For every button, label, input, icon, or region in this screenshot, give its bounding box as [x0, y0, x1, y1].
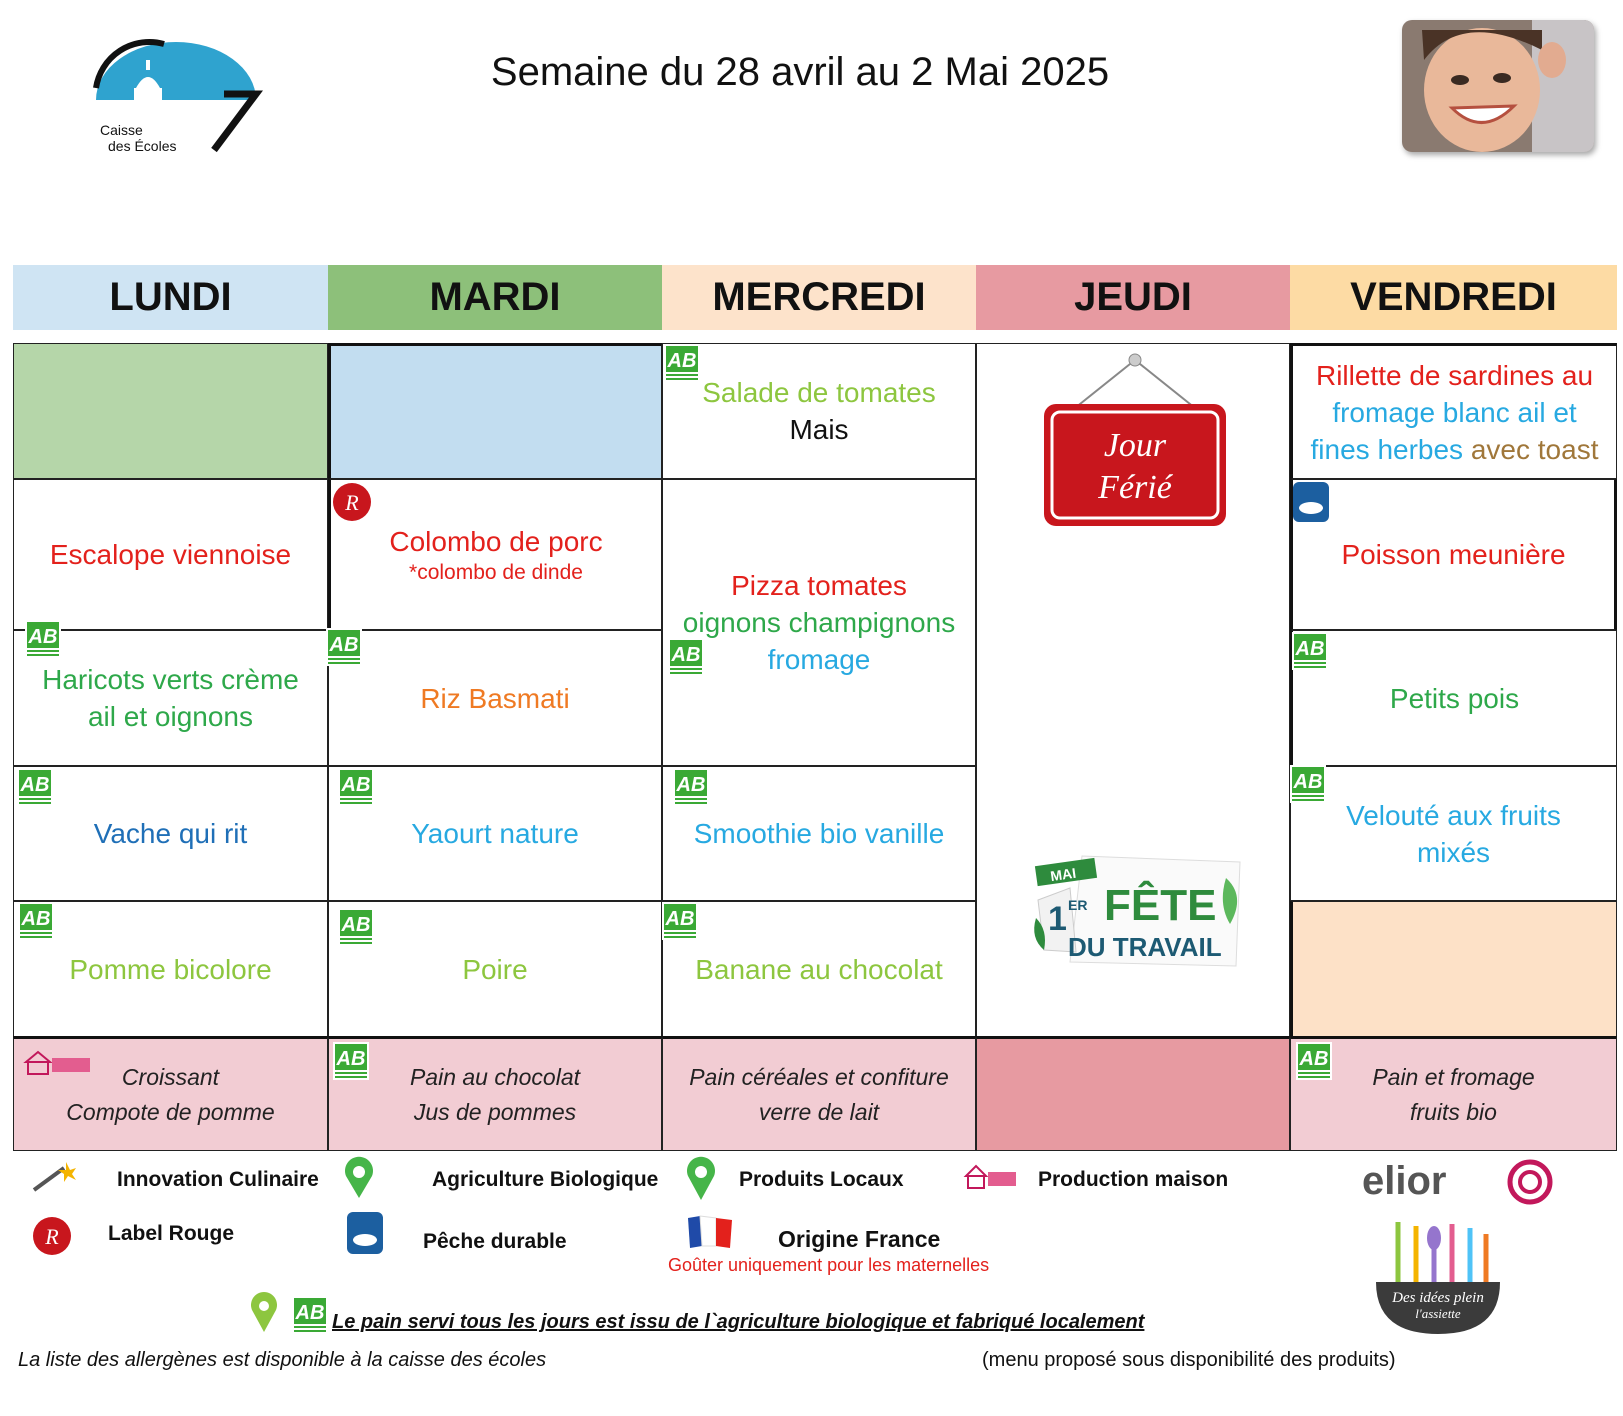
ab-organic-icon: [338, 908, 374, 946]
mardi-dessert-text: Poire: [462, 954, 528, 985]
mardi-main-alt-text: *colombo de dinde: [409, 561, 583, 584]
bread-note: Le pain servi tous les jours est issu de l`agriculture biologique et fabriqué localement: [332, 1311, 1145, 1333]
mercredi-snack-text-1: Pain céréales et confiture: [689, 1063, 949, 1090]
mardi-snack-text-2: Jus de pommes: [413, 1098, 577, 1125]
mercredi-starter-text-2: Mais: [789, 414, 849, 445]
mercredi-snack-text-2: verre de lait: [758, 1098, 880, 1125]
ab-organic-icon: [326, 628, 362, 666]
vendredi-starter: [1290, 343, 1617, 479]
vendredi-starter-text-3a: fines herbes: [1310, 433, 1464, 465]
page-title: Semaine du 28 avril au 2 Mai 2025: [490, 50, 1110, 94]
vendredi-starter-text-2: fromage blanc ail et: [1332, 396, 1577, 428]
magic-wand-icon: [30, 1160, 78, 1194]
ab-organic-icon: [1290, 765, 1326, 803]
production-maison-icon: [962, 1162, 1018, 1192]
gouter-note: Goûter uniquement pour les maternelles: [668, 1255, 990, 1275]
vendredi-starter-text-1: Rillette de sardines au: [1315, 359, 1594, 391]
lundi-starter-empty: [13, 343, 328, 479]
lundi-dessert-text: Pomme bicolore: [69, 954, 272, 985]
ab-organic-icon: [662, 902, 698, 940]
mardi-side-text: Riz Basmati: [420, 682, 570, 714]
production-maison-icon: [22, 1048, 92, 1078]
green-location-pin-icon: [244, 1290, 284, 1334]
mardi-dairy-text: Yaourt nature: [411, 818, 579, 849]
france-flag-icon: [684, 1212, 736, 1252]
lundi-side-text-2: ail et oignons: [87, 701, 253, 732]
mercredi-dairy: [662, 766, 976, 901]
day-header-mardi: MARDI: [328, 265, 662, 330]
label-rouge-icon: [28, 1214, 78, 1258]
legend-peche: Pêche durable: [423, 1230, 567, 1253]
lundi-dessert: [13, 901, 328, 1038]
svg-text:R: R: [45, 1224, 59, 1249]
mercredi-snack: [662, 1036, 976, 1151]
vendredi-snack-text-2: fruits bio: [1410, 1098, 1497, 1125]
mardi-snack: [328, 1036, 662, 1151]
idees-logo-text-1: Des idées plein: [1392, 1290, 1484, 1306]
lundi-dairy-text: Vache qui rit: [93, 818, 248, 849]
logo-text-line1: Caisse: [100, 122, 143, 138]
mardi-side: [328, 630, 662, 766]
mercredi-main-text-2: oignons champignons: [682, 607, 956, 638]
fete-day: 1: [1048, 900, 1067, 938]
vendredi-dessert: [1290, 766, 1617, 901]
vendredi-snack-text-1: Pain et fromage: [1372, 1063, 1535, 1090]
legend-innovation: Innovation Culinaire: [117, 1168, 319, 1191]
msc-peche-durable-icon: [1291, 480, 1331, 524]
mardi-dessert: [328, 901, 662, 1038]
ab-organic-icon: [18, 902, 54, 940]
mercredi-dessert: [662, 901, 976, 1038]
green-location-pin-icon: [338, 1156, 380, 1200]
idees-logo-text-2: l'assiette: [1415, 1306, 1461, 1321]
vendredi-starter-text-3b: avec toast: [1470, 433, 1599, 465]
ab-organic-icon: [1292, 632, 1328, 670]
sign-text-2: Férié: [1098, 469, 1172, 506]
mercredi-main: [662, 479, 976, 766]
fete-title-1: FÊTE: [1104, 881, 1217, 930]
green-location-pin-icon: [680, 1156, 722, 1202]
allergens-note: La liste des allergènes est disponible à la caisse des écoles: [18, 1349, 547, 1371]
mercredi-dairy-text: Smoothie bio vanille: [693, 818, 945, 849]
lundi-snack-text-2: Compote de pomme: [66, 1098, 275, 1125]
ab-organic-icon: [292, 1296, 328, 1334]
lundi-main: [13, 479, 328, 630]
mercredi-starter: [662, 343, 976, 479]
svg-text:R: R: [345, 490, 359, 515]
jeudi-snack-empty: [976, 1036, 1290, 1151]
lundi-snack-text-1: Croissant: [121, 1063, 220, 1090]
vendredi-dessert-empty: [1290, 901, 1617, 1038]
label-rouge-icon: [328, 480, 380, 526]
mercredi-dessert-text: Banane au chocolat: [695, 954, 943, 985]
caisse-des-ecoles-logo: [78, 18, 268, 158]
elior-logo-text: elior: [1362, 1159, 1447, 1203]
fete-month: MAI: [1049, 864, 1077, 885]
elior-logo: [1358, 1156, 1558, 1208]
lundi-main-text: Escalope viennoise: [49, 539, 292, 570]
ab-organic-icon: [668, 638, 704, 676]
vendredi-side-text: Petits pois: [1389, 682, 1520, 714]
mardi-snack-text-1: Pain au chocolat: [409, 1063, 581, 1090]
ab-organic-icon: [25, 620, 61, 658]
mercredi-main-text-3: fromage: [767, 644, 871, 675]
day-header-jeudi: JEUDI: [976, 265, 1290, 330]
legend-label-rouge: Label Rouge: [108, 1222, 235, 1245]
day-header-vendredi: VENDREDI: [1290, 265, 1617, 330]
ab-organic-icon: [333, 1042, 369, 1080]
jour-ferie-sign: [1040, 352, 1230, 532]
fete-du-travail-badge: [1030, 838, 1250, 988]
mercredi-main-text-1: Pizza tomates: [731, 570, 907, 601]
legend-origine: Origine France: [778, 1226, 941, 1252]
ab-organic-icon: [673, 768, 709, 806]
vendredi-main: [1290, 479, 1617, 630]
legend-maison: Production maison: [1038, 1168, 1229, 1191]
vendredi-main-text: Poisson meunière: [1341, 539, 1566, 570]
idees-plein-assiette-logo: [1368, 1216, 1508, 1338]
mercredi-starter-text-1: Salade de tomates: [702, 377, 936, 408]
fete-day-sup: ER: [1068, 897, 1088, 913]
msc-peche-durable-icon: [345, 1210, 385, 1256]
day-header-mercredi: MERCREDI: [662, 265, 976, 330]
lundi-dairy: [13, 766, 328, 901]
vendredi-dessert-text-1: Velouté aux fruits: [1346, 799, 1561, 831]
lundi-side-text-1: Haricots verts crème: [42, 664, 299, 695]
availability-note: (menu proposé sous disponibilité des produits): [982, 1349, 1396, 1371]
day-header-lundi: LUNDI: [13, 265, 328, 330]
ab-organic-icon: [664, 344, 700, 382]
mardi-dairy: [328, 766, 662, 901]
fete-title-2: DU TRAVAIL: [1068, 932, 1222, 962]
vendredi-snack: [1290, 1036, 1617, 1151]
ab-organic-icon: [17, 768, 53, 806]
vendredi-side: [1290, 630, 1617, 766]
legend-bio: Agriculture Biologique: [432, 1168, 659, 1191]
legend-locaux: Produits Locaux: [739, 1168, 904, 1191]
child-photo: [1402, 20, 1594, 152]
sign-text-1: Jour: [1103, 427, 1167, 464]
mardi-main-text: Colombo de porc: [389, 526, 603, 557]
vendredi-dessert-text-2: mixés: [1416, 836, 1491, 868]
logo-text-line2: des Écoles: [108, 138, 177, 154]
ab-organic-icon: [1296, 1042, 1332, 1080]
ab-organic-icon: [338, 768, 374, 806]
mardi-starter-empty: [328, 343, 662, 479]
